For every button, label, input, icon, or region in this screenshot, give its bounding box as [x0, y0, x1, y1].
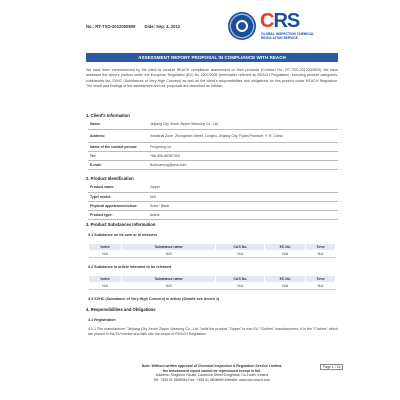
report-date: Date: Sep. 4, 2012 — [144, 24, 181, 29]
page-number: Page 1 / 15 — [320, 364, 343, 370]
report-number: No.: RT-TSO-2012000809 — [86, 24, 136, 29]
product-id-table — [88, 183, 338, 220]
globe-icon — [228, 12, 256, 40]
subsection-4-1: 4.1 Registration — [88, 318, 116, 322]
cirs-logo — [228, 10, 338, 44]
section-substances-title: 3. Product Substances Information — [86, 222, 156, 227]
table-header-row: Index Substance name CAS No. EC No. Tone — [89, 276, 336, 283]
client-info-table — [88, 120, 338, 170]
substance-mixtures-table — [88, 243, 336, 258]
section-responsibilities-title: 4. Responsibilities and Obligations — [86, 307, 156, 312]
subsection-3-3: 3.3 SVHC (Substance of Very High Concern) in article (Details see Annex 1) — [88, 297, 220, 301]
page-footer: Note: Without written approval of Chemical Inspection & Regulation Service Limited, the assessment report cannot be reproduced except in full. Address: Singleton House, Laurence Street Drogheda, Co.Louth, Ireland Tel: +353 41 9806916 Fax: +353 41 9806999 Website: www.cirs-reach.com — [141, 364, 283, 382]
table-row: Name of the contact person: Fengming Lin — [88, 142, 338, 151]
table-row: E-mail: liuchuanong@sina.com — [88, 160, 338, 169]
table-row: Physical appearance/colour: Solid / Black — [88, 201, 338, 210]
table-row: Address: Industrial Zone, Zhongshan Street, Longhu, Jinjiang City, Fujian Province, P. R. China — [88, 129, 338, 142]
subsection-3-1: 3.1 Substance on its own or in mixtures — [88, 233, 158, 237]
section-product-id-title: 2. Product Identification — [86, 176, 134, 181]
substance-released-table — [88, 275, 336, 290]
report-title-banner: ASSESSMENT REPORT PROPOSAL IN COMPLIANCE WITH REACH — [86, 53, 338, 62]
subsection-3-2: 3.2 Substance in article intended to be released — [88, 265, 172, 269]
intro-paragraph: We have been commissioned by the client to conduct REACH compliance assessment on their products (Contract No.: RT-TSO-2012000809). We have assessed the client's product under the European Regulation (EC) No 1907/2006 (hereinafter referred as REACH Regulation), including product categories, substances list, SVHC (Substances of Very High Concern) as well as the client's responsibilities and obligations for this product under REACH Regulation. The result and findings of the assessment and our proposals are described as follows: — [86, 68, 338, 88]
registration-paragraph: 4.1.1 The manufacturer "Jinjiang City Xinxin Zipper Weaving Co., Ltd. "sells the product "Zipper" to non-EU "Clothes" manufacturers. It is the "Clothes" which are placed in the EU market and falls into the scope of REACH Regulation. — [88, 327, 338, 337]
table-row: Name: Jinjiang City Xinxin Zipper Weaving Co., Ltd. — [88, 120, 338, 129]
logo-subtitle: GLOBAL INSPECTION CHEMICAL REGULATION SERVICE — [261, 32, 315, 40]
report-meta — [86, 24, 188, 29]
table-row: N/A N/A N/A N/A N/A — [89, 251, 336, 258]
table-row: Product name: Zipper — [88, 183, 338, 192]
logo-wordmark: CRS — [260, 10, 300, 32]
section-client-info-title: 1. Client's Information — [86, 113, 130, 118]
table-row: N/A N/A N/A N/A N/A — [89, 283, 336, 290]
table-header-row: Index Substance name CAS No. EC No. Tone — [89, 244, 336, 251]
table-row: Type/ model: N/A — [88, 192, 338, 201]
table-row: Tel: +86-595-85287009 — [88, 151, 338, 160]
table-row: Product type: Article — [88, 210, 338, 219]
